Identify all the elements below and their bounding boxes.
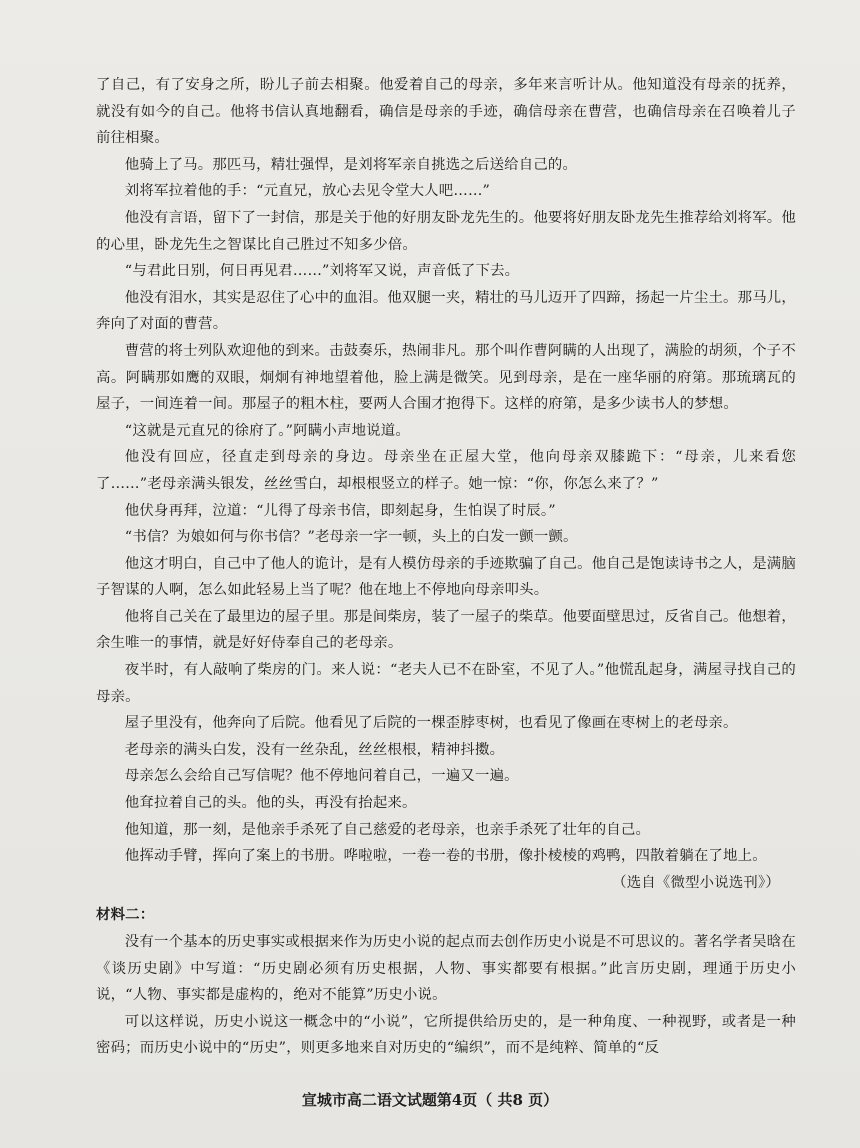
story-paragraph: “与君此日别，何日再见君……”刘将军又说，声音低了下去。 — [124, 263, 520, 280]
story-paragraph: 夜半时，有人敲响了柴房的门。来人说：“老夫人已不在卧室，不见了人。”他慌乱起身，满屋寻找自己的母亲。 — [96, 662, 796, 705]
story-paragraph: “书信？为娘如何与你书信？”老母亲一字一顿，头上的白发一颤一颤。 — [124, 529, 578, 546]
story-paragraph: 他没有泪水，其实是忍住了心中的血泪。他双腿一夹，精壮的马儿迈开了四蹄，扬起一片尘土。那马儿，奔向了对面的曹营。 — [96, 289, 796, 333]
story-paragraph: 他没有言语，留下了一封信，那是关于他的好朋友卧龙先生的。他要将好朋友卧龙先生推荐给刘将军。他的心里，卧龙先生之智谋比自己胜过不知多少倍。 — [96, 209, 796, 253]
story-paragraph: “这就是元直兄的徐府了。”阿瞒小声地说道。 — [124, 422, 410, 439]
story-paragraph: 母亲怎么会给自己写信呢？他不停地问着自己，一遍又一遍。 — [124, 768, 519, 785]
story-paragraph: 他这才明白，自己中了他人的诡计，是有人模仿母亲的手迹欺骗了自己。他自己是饱读诗书之人，是满脑子智谋的人啊，怎么如此轻易上当了呢？他在地上不停地向母亲叩头。 — [96, 555, 796, 599]
story-source: （选自《微型小说选刊》） — [612, 874, 780, 891]
story-paragraph: 他伏身再拜，泣道：“儿得了母亲书信，即刻起身，生怕误了时辰。” — [124, 502, 556, 519]
material2-heading: 材料二： — [96, 906, 155, 924]
story-paragraph: 刘将军拉着他的手：“元直兄，放心去见令堂大人吧……” — [124, 183, 491, 200]
story-paragraph: 他骑上了马。那匹马，精壮强悍，是刘将军亲自挑选之后送给自己的。 — [124, 156, 578, 173]
material2-paragraph: 没有一个基本的历史事实或根据来作为历史小说的起点而去创作历史小说是不可思议的。著名学者吴晗在《谈历史剧》中写道：“历史剧必须有历史根据，人物、事实都要有根据。”此言历史剧，理通于历史小说，“人物、事实都是虚构的，绝对不能算”历史小说。 — [96, 934, 796, 1004]
material2-paragraph: 可以这样说，历史小说这一概念中的“小说”，它所提供给历史的，是一种角度、一种视野，或者是一种密码；而历史小说中的“历史”，则更多地来自对历史的“编织”，而不是纯粹、简单的“反 — [96, 1013, 796, 1057]
story-paragraph: 他挥动手臂，挥向了案上的书册。哗啦啦，一卷一卷的书册，像扑棱棱的鸡鸭，四散着躺在了地上。 — [124, 848, 767, 865]
story-paragraph: 他将自己关在了最里边的屋子里。那是间柴房，装了一屋子的柴草。他要面壁思过，反省自己。他想着，余生唯一的事情，就是好好侍奉自己的老母亲。 — [96, 608, 796, 652]
story-paragraph: 曹营的将士列队欢迎他的到来。击鼓奏乐，热闹非凡。那个叫作曹阿瞒的人出现了，满脸的胡须，个子不高。阿瞒那如鹰的双眼，炯炯有神地望着他，脸上满是微笑。见到母亲，是在一座华丽的府第。那琉璃瓦的屋子，一间连着一间。那屋子的粗木柱，要两人合围才抱得下。这样的府第，是多少读书人的梦想。 — [96, 342, 796, 413]
story-paragraph: 他知道，那一刻，是他亲手杀死了自己慈爱的老母亲，也亲手杀死了壮年的自己。 — [124, 821, 651, 838]
story-paragraph: 了自己，有了安身之所，盼儿子前去相聚。他爱着自己的母亲，多年来言听计从。他知道没有母亲的抚养，就没有如今的自己。他将书信认真地翻看，确信是母亲的手迹，确信母亲在曹营，也确信母亲在召唤着儿子前往相聚。 — [96, 77, 796, 147]
story-paragraph: 屋子里没有，他奔向了后院。他看见了后院的一棵歪脖枣树，也看见了像画在枣树上的老母亲。 — [124, 715, 738, 732]
page-footer: 宣城市高二语文试题第4页（ 共8 页） — [301, 1091, 559, 1109]
article-body — [96, 72, 796, 1062]
story-paragraph: 他没有回应，径直走到母亲的身边。母亲坐在正屋大堂，他向母亲双膝跪下：“母亲，儿来看您了……”老母亲满头银发，丝丝雪白，却根根竖立的样子。她一惊：“你，你怎么来了？” — [96, 449, 796, 492]
story-paragraph: 老母亲的满头白发，没有一丝杂乱，丝丝根根，精神抖擞。 — [124, 741, 505, 758]
story-paragraph: 他耷拉着自己的头。他的头，再没有抬起来。 — [124, 795, 417, 812]
